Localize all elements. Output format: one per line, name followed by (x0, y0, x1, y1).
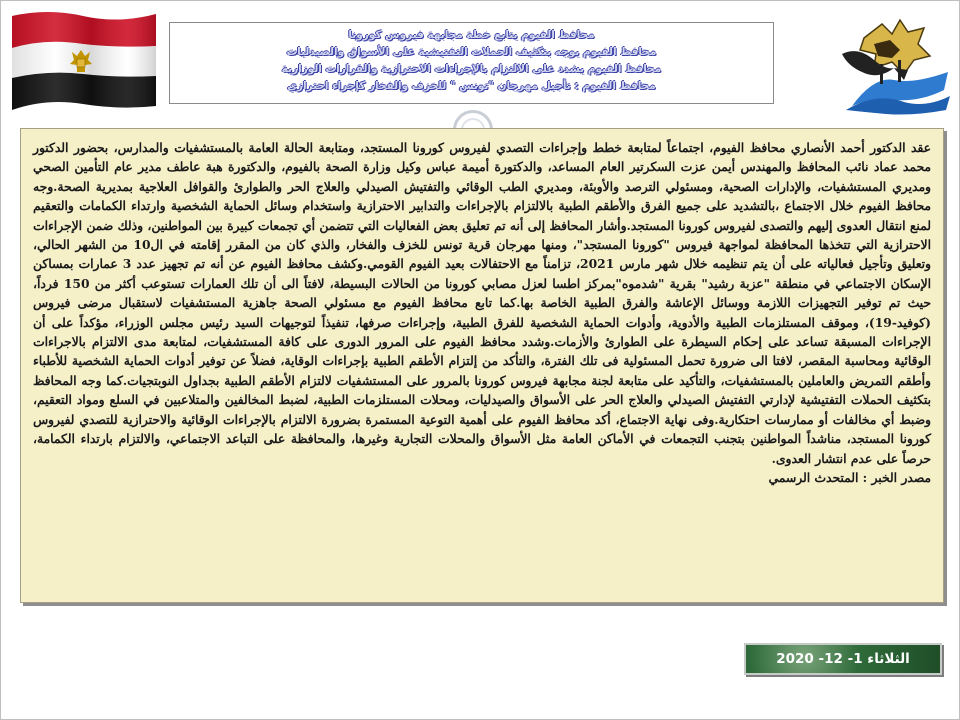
headline-item: محافظ الفيوم يوجه بتكثيف الحملات التفتيشية على الأسواق والصيدليات (286, 46, 657, 58)
news-source: مصدر الخبر : المتحدث الرسمي (768, 469, 931, 485)
headlines-box (169, 22, 774, 104)
headline-item: محافظ الفيوم يشدد على الالتزام بالإجراءات الاحترازية والقرارات الوزارية (281, 63, 662, 75)
date-plaque (744, 643, 942, 675)
egypt-flag-icon (8, 6, 158, 114)
article-body: عقد الدكتور أحمد الأنصاري محافظ الفيوم، اجتماعاً لمتابعة خطط وإجراءات التصدي لفيروس كورونا المستجد، ومتابعة الحالة العامة بالمستشفيات والمدارس، بحضور الدكتور محمد عماد نائب المحافظ والمهندس أيمن عزت السكرتير العام المساعد، والدكتورة أميمة عباس وكيل وزارة الصحة بالفيوم، والدكتورة هبة عاطف مدير عام التأمين الصحي ومديري المستشفيات، والإدارات الصحية، ومسئولي الترصد والأوبئة، ومديري الطب الوقائي والتفتيش الصيدلي والعلاج الحر والطوارئ والقوافل العلاجية بمديرية الصحة.وجه محافظ الفيوم خلال الاجتماع ،بالتشديد على جميع الفرق والأطقم الطبية بالالتزام بالإجراءات والتدابير الاحترازية واستخدام وسائل الحماية الشخصية وارتداء الكمامات والتعقيم لمنع انتقال العدوى إليهم والتصدى لفيروس كورونا المستجد.وأشار المحافظ إلى أنه تم تعليق بعض الفعاليات التي تتضمن أي تجمعات كبيرة بين المواطنين، وذلك ضمن الإجراءات الاحترازية التي تتخذها المحافظة لمواجهة فيروس "كورونا المستجد"، ومنها مهرجان قرية تونس للخزف والفخار، والذي كان من المقرر إقامته في ال10 من الشهر الحالي، وتعليق وتأجيل فعالياته على أن يتم تنظيمه خلال شهر مارس 2021، تزامناً مع الاحتفالات بعيد الفيوم القومي.وكشف محافظ الفيوم عن أنه تم تجهيز عدد 3 عمارات بمساكن الإسكان الاجتماعي في منطقة "عزبة رشيد" بقرية "شدموه"بمركز اطسا لعزل مصابي كورونا من الحالات البسيطة، لافتاً الى أن تلك العمارات تستوعب أكثر من 150 فرداً، حيث تم توفير التجهيزات اللازمة ووسائل الإعاشة والفرق الطبية الخاصة بها.كما تابع محافظ الفيوم مع مسئولي الصحة جاهزية المستشفيات لاستقبال مرضى فيروس (كوفيد-19)، وموقف المستلزمات الطبية والأدوية، وأدوات الحماية الشخصية للفرق الطبية، وإجراءات صرفها، تنفيذاً لتوجيهات السيد رئيس مجلس الوزراء، مؤكداً على أن الإجراءات المسبقة تساعد على إحكام السيطرة على الطوارئ والأزمات.وشدد محافظ الفيوم على المرور الدورى على كافة المستشفيات، لمتابعة مدى الالتزام بالاجراءات الوقائية ومحاسبة المقصر، لافتا الى ضرورة تحمل المسئولية فى تلك الفترة، والتأكد من إلتزام الأطقم الطبية بإجراءات الوقاية، فضلاً عن توفير أدوات الحماية الشخصية للأطباء وأطقم التمريض والعاملين بالمستشفيات، والتأكيد على متابعة لجنة مجابهة فيروس كورونا بالمرور على المستشفيات لالتزام الأطقم الطبية بجداول النوبتجيات.كما وجه المحافظ بتكثيف الحملات التفتيشية لإدارتي التفتيش الصيدلي والعلاج الحر على الأسواق والصيدليات، ومحلات المستلزمات الطبية، لضبط المخالفين والمتلاعبين في السلع ومواد التعقيم، وضبط أي مخالفات أو ممارسات احتكارية.وفى نهاية الاجتماع، أكد محافظ الفيوم على أهمية التوعية المستمرة بضرورة الالتزام بالإجراءات الوقائية والاحترازية للتصدي لفيروس كورونا المستجد، مناشداً المواطنين بتجنب التجمعات في الأماكن العامة مثل الأسواق والمحلات التجارية وغيرها، والمحافظة على التباعد الاجتماعي، والالتزام بارتداء الكمامة، حرصاً على عدم انتشار العدوى. (33, 140, 932, 466)
article-panel (20, 128, 944, 603)
fayoum-governorate-emblem-icon (834, 10, 954, 118)
headline-item: محافظ الفيوم يتابع خطة مجابهة فيروس كورونا (348, 29, 595, 41)
date-text: الثلاثاء 1- 12- 2020 (776, 651, 910, 667)
headline-item: محافظ الفيوم : تأجيل مهرجان "تونس " للخزف والفخار كإجراء احترازي (287, 80, 656, 92)
